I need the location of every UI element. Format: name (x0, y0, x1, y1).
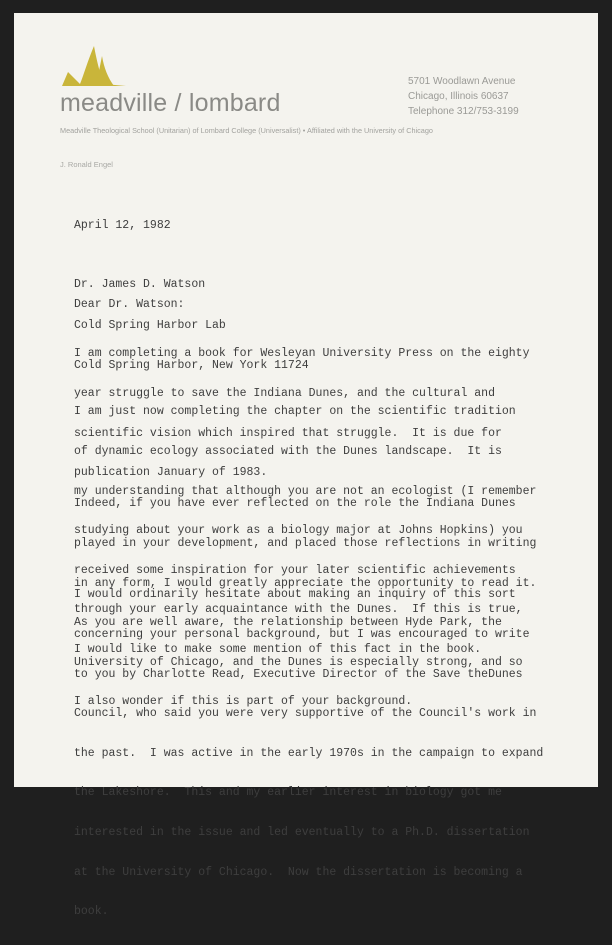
paragraph-line: played in your development, and placed those reflections in writing (74, 537, 537, 550)
paragraph-line: in any form, I would greatly appreciate the opportunity to read it. (74, 576, 537, 590)
recipient-line: Cold Spring Harbor, New York 11724 (74, 359, 309, 372)
paragraph-line: University of Chicago, and the Dunes is especially strong, and so (74, 655, 523, 669)
address-line: 5701 Woodlawn Avenue (408, 76, 516, 87)
letterhead-sender: J. Ronald Engel (60, 160, 113, 169)
paragraph-line: of dynamic ecology associated with the Dunes landscape. It is (74, 445, 502, 458)
letter-date: April 12, 1982 (74, 219, 171, 232)
paragraph-line: year struggle to save the Indiana Dunes, and the cultural and (74, 387, 495, 400)
paragraph-line: through your early acquaintance with the Dunes. If this is true, (74, 603, 523, 617)
paragraph-line: I am just now completing the chapter on the scientific tradition (74, 405, 516, 419)
letterhead-address (408, 74, 519, 119)
paragraph-line: book. (74, 905, 109, 919)
paragraph-line: to you by Charlotte Read, Executive Director of the Save theDunes (74, 667, 523, 681)
paragraph-line: at the University of Chicago. Now the dissertation is becoming a (74, 865, 523, 879)
paragraph-line: the past. I was active in the early 1970s in the campaign to expand (74, 746, 544, 760)
letterhead-affiliation: Meadville Theological School (Unitarian) of Lombard College (Universalist) • Affiliated with the University of Chicago (60, 126, 433, 135)
paragraph-line: As you are well aware, the relationship between Hyde Park, the (74, 616, 502, 630)
letter-greeting: Dear Dr. Watson: (74, 298, 185, 311)
paragraph-line: publication January of 1983. (74, 466, 268, 480)
letter-page (14, 13, 598, 919)
recipient-line: Dr. James D. Watson (74, 278, 206, 291)
paragraph-line: I am completing a book for Wesleyan University Press on the eighty (74, 347, 530, 361)
paragraph-line: Indeed, if you have ever reflected on the role the Indiana Dunes (74, 497, 516, 511)
meadville-lombard-logo-icon (62, 46, 126, 86)
paragraph-line: I would ordinarily hesitate about making an inquiry of this sort (74, 588, 516, 602)
address-line: Telephone 312/753-3199 (408, 106, 519, 117)
paragraph-line: I would like to make some mention of this fact in the book. (74, 642, 482, 656)
address-line: Chicago, Illinois 60637 (408, 91, 509, 102)
recipient-line: Cold Spring Harbor Lab (74, 318, 226, 332)
paragraph-line: the Lakeshore. This and my earlier interest in biology got me (74, 786, 502, 800)
paragraph-line: Council, who said you were very supportive of the Council's work in (74, 707, 537, 721)
paragraph-line: I also wonder if this is part of your background. (74, 695, 413, 709)
paragraph-line: received some inspiration for your later scientific achievements (74, 563, 516, 577)
paragraph-line: interested in the issue and led eventually to a Ph.D. dissertation (74, 825, 530, 839)
paragraph-line: concerning your personal background, but I was encouraged to write (74, 628, 530, 641)
body-paragraph-4 (74, 562, 543, 945)
paragraph-line: scientific vision which inspired that struggle. It is due for (74, 426, 502, 440)
paragraph-line: studying about your work as a biology major at Johns Hopkins) you (74, 524, 523, 538)
paragraph-line: my understanding that although you are not an ecologist (I remember (74, 484, 537, 498)
letterhead-wordmark: meadville / lombard (60, 89, 281, 117)
